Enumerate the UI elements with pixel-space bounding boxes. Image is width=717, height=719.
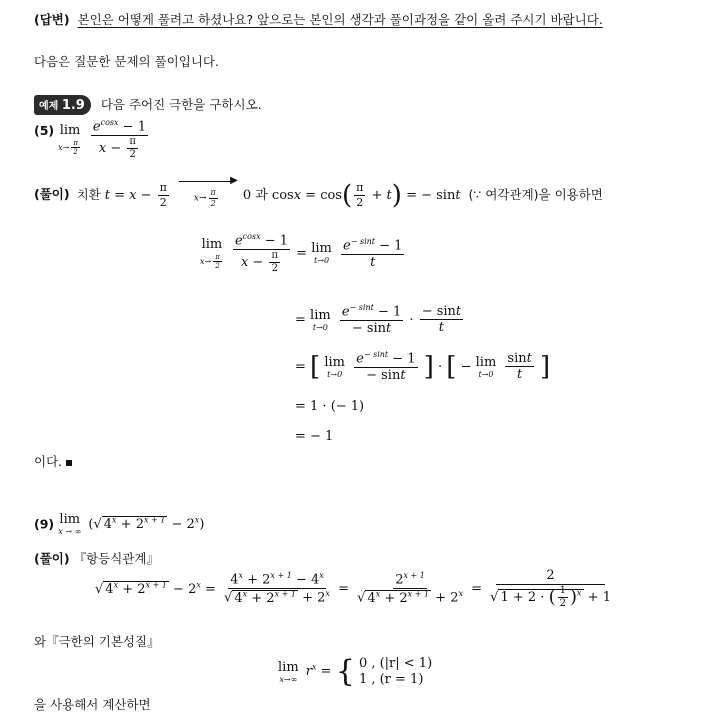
fraction: $e^{cosx} - 1$ x − $\frac{\pi}{2}$ — [234, 232, 289, 274]
lim-word: lim — [59, 122, 81, 138]
derivation-row-3: = [ lim t→0 $\frac{e^{- sint} - 1}{- \sin t}$ ] · [ − lim t→0 $\frac{\sin t}{t}$ ] — [295, 350, 551, 383]
and-text: 와『극한의 기본성질』 — [34, 634, 160, 649]
derivation-row-4: = 1 · (− 1) — [295, 399, 365, 414]
problem-5-number: (5) — [34, 122, 55, 138]
solution-9-label: (풀이) — [34, 551, 70, 566]
example-prompt: 다음 주어진 극한을 구하시오. — [100, 97, 262, 112]
problem-9 — [34, 512, 204, 536]
lim: lim x→ $\frac{\pi}{2}$ — [200, 236, 223, 270]
solution-9-line — [34, 549, 159, 567]
derivation-row-5: = − 1 — [295, 429, 334, 444]
arrow: ▶ x→ $\frac{\pi}{2}$ — [179, 181, 235, 208]
answer-line — [34, 10, 603, 28]
end-text — [34, 452, 72, 470]
closing-text: 을 사용해서 계산하면 — [34, 697, 151, 712]
lim: lim t→0 — [311, 241, 332, 266]
problem-5-lim — [58, 123, 82, 157]
solution-5-line — [34, 175, 603, 210]
case-1: 0 , (|r| < 1) — [358, 655, 433, 671]
cases-row: lim x→∞ $r^x$ = { 0 , (|r| < 1) 1 , (r = 1) — [278, 654, 433, 689]
solution-5-text-before: 치환 — [76, 186, 101, 202]
problem-9-expr: (√ $4^x + 2^{x + 1} - 2^x$) — [88, 515, 205, 532]
intro-text: 다음은 질문한 문제의 풀이입니다. — [34, 54, 219, 69]
problem-5-fraction: $e^{cosx} - 1$ x − $\frac{\pi}{2}$ — [92, 118, 146, 160]
case-2: 1 , (r = 1) — [358, 671, 424, 687]
example-header — [34, 95, 262, 115]
derivation-row-2: = lim t→0 $\frac{e^{- sint} - 1}{- \sin t}$ · $\frac{- \sin t}{t}$ — [295, 303, 462, 336]
solution-5-mid: 0 과 cosx = cos( $\frac{\pi}{2}$ + t) = − sint — [242, 180, 461, 210]
example-badge-label: 예제 — [39, 101, 59, 112]
end-square-icon — [66, 460, 72, 466]
end-text-label: 이다. — [34, 454, 63, 469]
problem-9-number: (9) — [34, 516, 55, 532]
lim-subscript: x→ $\frac{\pi}{2}$ — [58, 138, 78, 156]
answer-text: 본인은 어떻게 풀려고 하셨나요? 앞으로는 본인의 생각과 풀이과정을 같이 올려 주시기 바랍니다. — [77, 12, 603, 27]
problem-9-lim: lim x → ∞ — [58, 512, 82, 536]
example-badge — [34, 95, 91, 115]
problem-5 — [34, 118, 150, 161]
substitution: t = x − $\frac{\pi}{2}$ — [104, 181, 167, 209]
answer-label: (답변) — [34, 12, 70, 27]
solution-9-text: 『항등식관계』 — [73, 551, 159, 566]
fraction: $\frac{e^{- sint} - 1}{t}$ — [343, 236, 403, 270]
identity-row: √ $4^x + 2^{x + 1} - 2^x$ = $\frac{4^x + 2^{x + 1} - 4^x}{√ 4^x + 2^{x + 1} + 2^x}$ = $\frac{2^{x + 1}}{√ 4^x + 2^{x + 1} + 2^x}$ = 2 √ 1 + 2 · ( $\frac{1}{2}$ )$^x$ + 1 — [95, 568, 611, 609]
solution-5-note: (∵ 여각관계)을 이용하면 — [468, 186, 603, 202]
derivation-row-1: lim x→ $\frac{\pi}{2}$ $e^{cosx} - 1$ x − $\frac{\pi}{2}$ = lim t→0 $\frac{e^{- sint} - 1}{t}$ — [200, 232, 403, 274]
solution-5-label: (풀이) — [34, 186, 70, 202]
example-badge-number: 1.9 — [61, 98, 85, 113]
